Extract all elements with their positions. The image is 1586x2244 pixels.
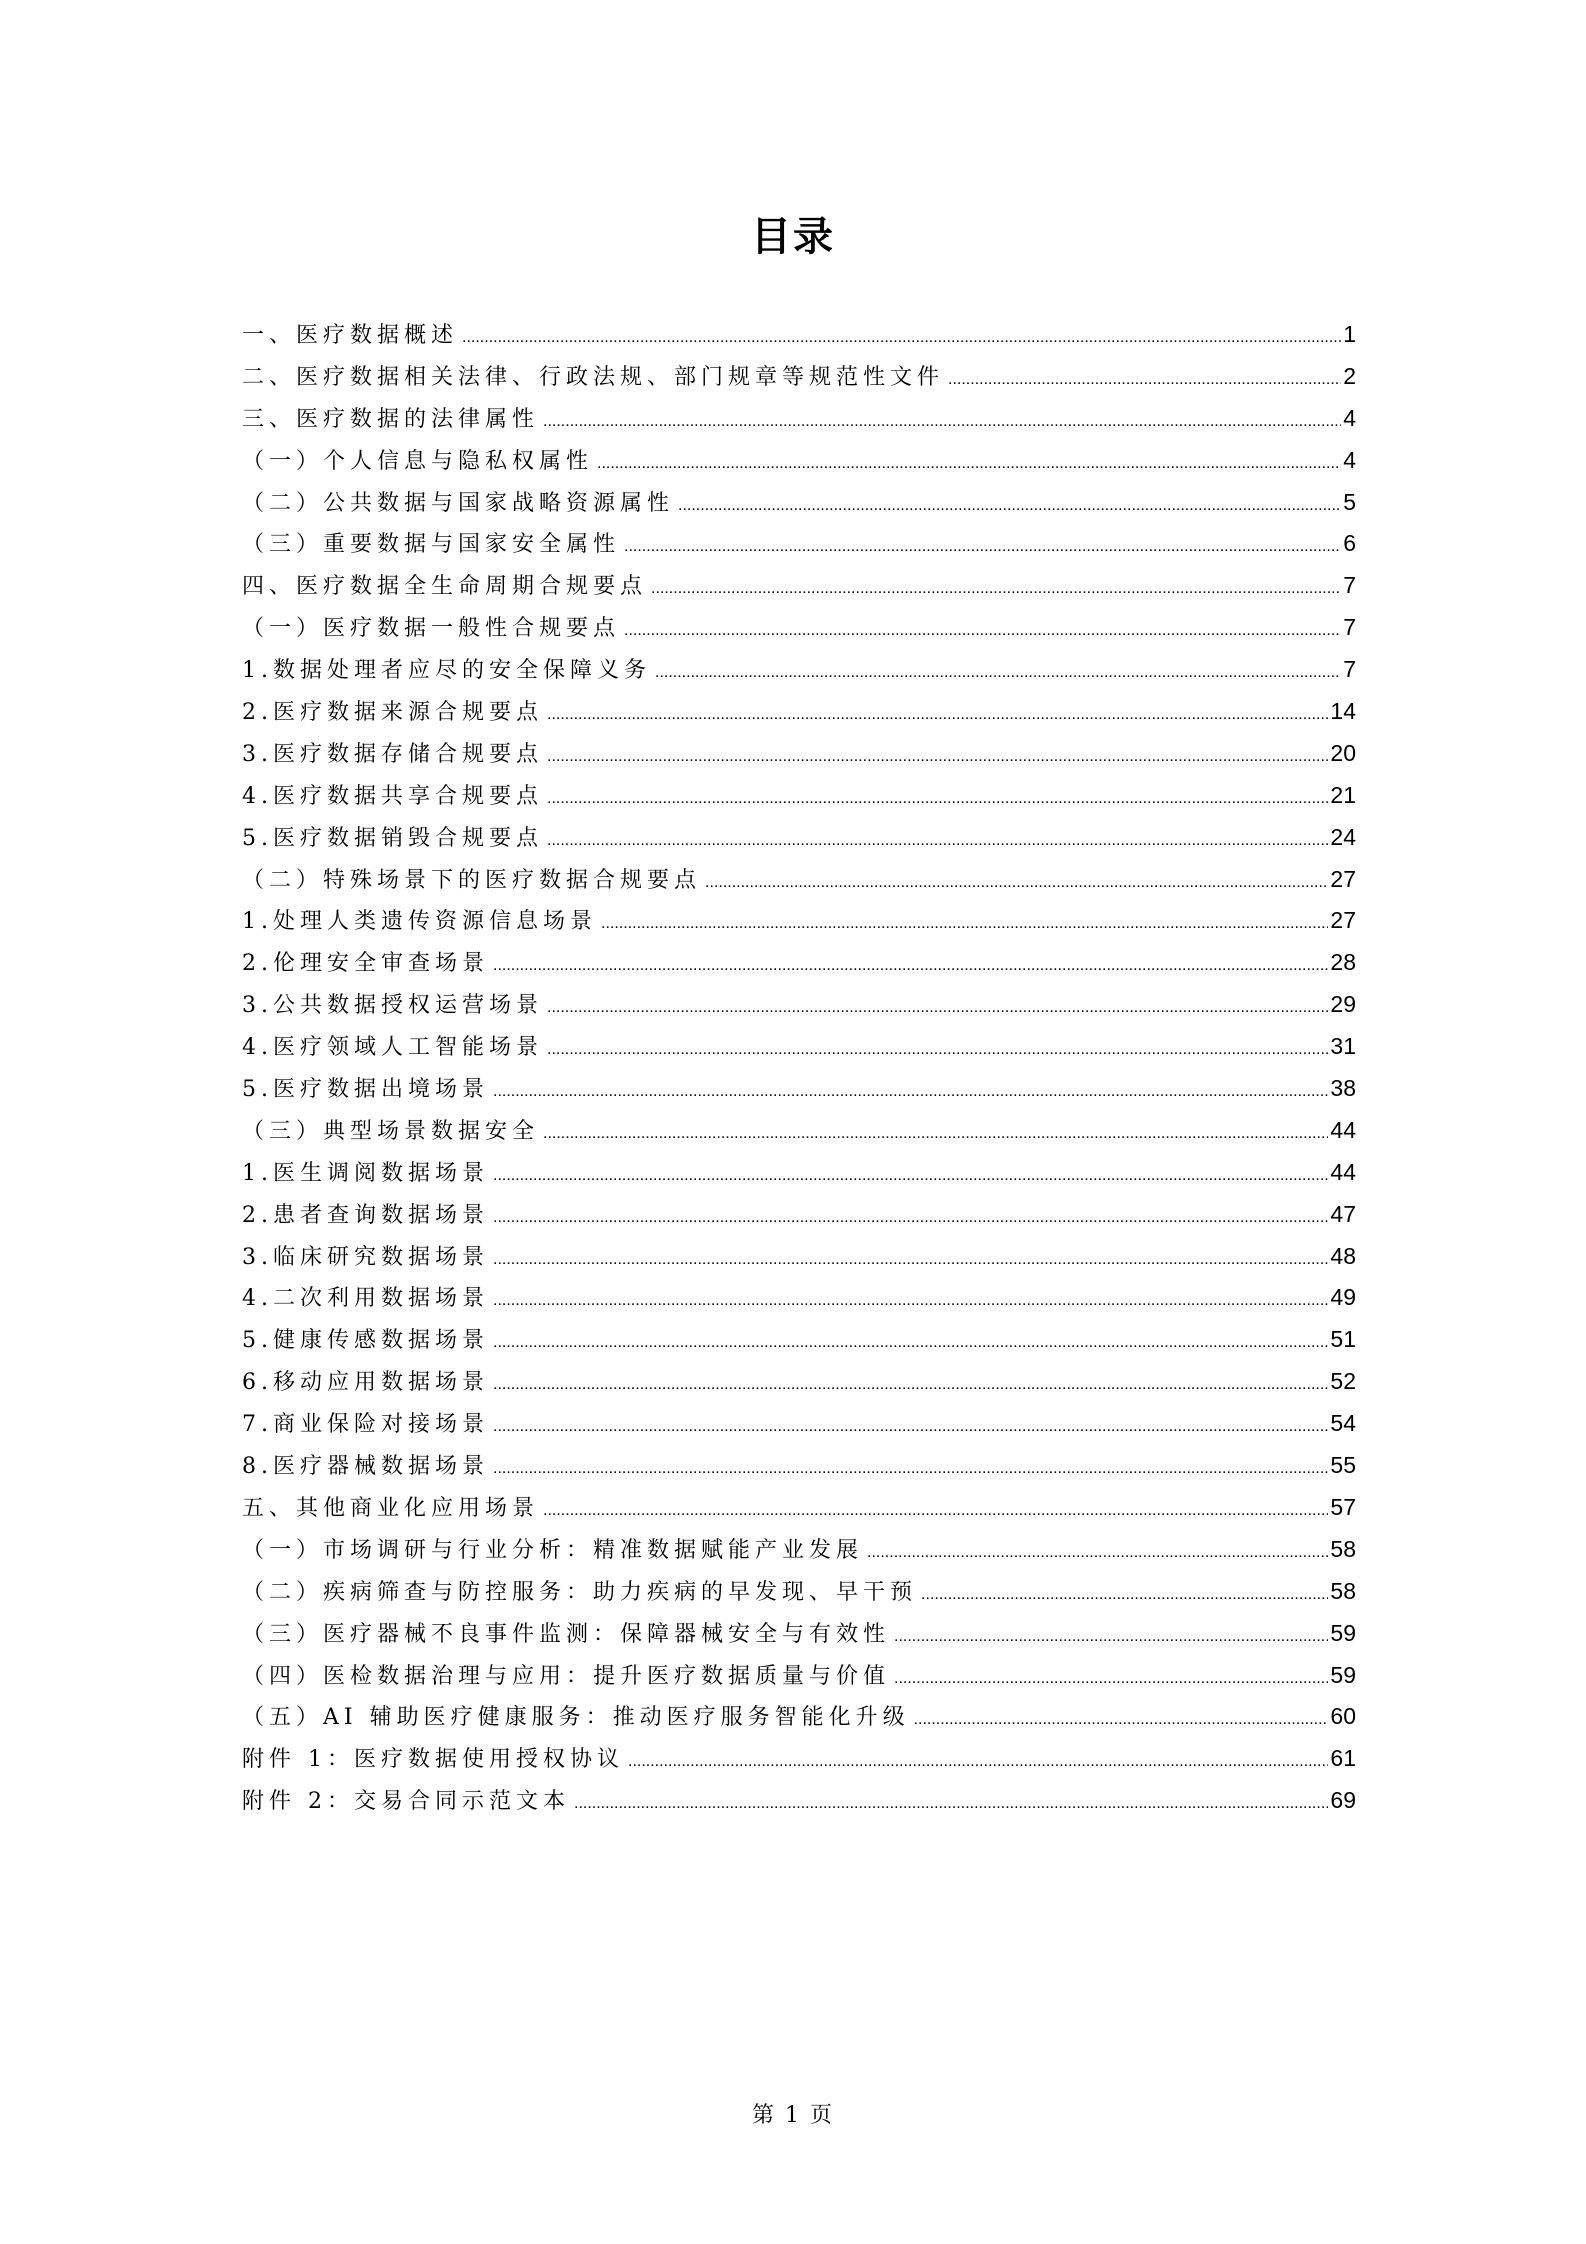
toc-entry-page: 60	[1330, 1703, 1356, 1730]
toc-entry-label: 4.医疗领域人工智能场景	[242, 1035, 543, 1061]
dot-leader	[655, 664, 1341, 682]
toc-entry-page: 51	[1330, 1326, 1356, 1353]
toc-entry-page: 14	[1330, 698, 1356, 725]
table-of-contents	[242, 318, 1356, 1826]
toc-entry-page: 7	[1343, 572, 1356, 599]
toc-entry[interactable]	[242, 569, 1356, 611]
toc-entry-label: 4.医疗数据共享合规要点	[242, 783, 543, 809]
toc-entry[interactable]	[242, 402, 1356, 444]
dot-leader	[493, 1418, 1328, 1436]
toc-entry[interactable]	[242, 444, 1356, 486]
toc-entry-label: 1.医生调阅数据场景	[242, 1160, 489, 1186]
toc-entry-page: 57	[1330, 1493, 1356, 1520]
toc-entry[interactable]	[242, 904, 1356, 946]
toc-entry-label: 1.数据处理者应尽的安全保障义务	[242, 658, 651, 684]
toc-entry[interactable]	[242, 1030, 1356, 1072]
toc-entry-page: 59	[1330, 1661, 1356, 1688]
dot-leader	[867, 1544, 1328, 1562]
toc-entry-label: 3.医疗数据存储合规要点	[242, 741, 543, 767]
toc-entry-page: 2	[1343, 362, 1356, 389]
toc-entry-page: 44	[1330, 1158, 1356, 1185]
dot-leader	[547, 832, 1328, 850]
dot-leader	[462, 329, 1341, 347]
dot-leader	[894, 1628, 1328, 1646]
page-title: 目录	[751, 214, 835, 260]
toc-entry-label: 二、医疗数据相关法律、行政法规、部门规章等规范性文件	[242, 364, 945, 390]
dot-leader	[705, 874, 1328, 892]
toc-entry-page: 20	[1330, 739, 1356, 766]
dot-leader	[948, 371, 1341, 389]
toc-entry-page: 27	[1330, 865, 1356, 892]
toc-entry-page: 29	[1330, 991, 1356, 1018]
toc-entry[interactable]	[242, 695, 1356, 737]
dot-leader	[493, 1292, 1328, 1310]
toc-entry-page: 52	[1330, 1368, 1356, 1395]
toc-entry-label: （二）疾病筛查与防控服务：助力疾病的早发现、早干预	[242, 1579, 918, 1605]
toc-entry-page: 69	[1330, 1787, 1356, 1814]
dot-leader	[493, 957, 1328, 975]
dot-leader	[628, 1753, 1328, 1771]
toc-entry[interactable]	[242, 1281, 1356, 1323]
toc-entry-label: 5.健康传感数据场景	[242, 1328, 489, 1354]
dot-leader	[601, 915, 1328, 933]
toc-entry[interactable]	[242, 1114, 1356, 1156]
toc-entry[interactable]	[242, 653, 1356, 695]
toc-entry-label: （一）医疗数据一般性合规要点	[242, 616, 621, 642]
toc-entry[interactable]	[242, 1700, 1356, 1742]
toc-entry[interactable]	[242, 1449, 1356, 1491]
toc-entry-label: 2.伦理安全审查场景	[242, 951, 489, 977]
toc-entry-label: 3.临床研究数据场景	[242, 1244, 489, 1270]
toc-entry-page: 58	[1330, 1535, 1356, 1562]
toc-entry[interactable]	[242, 1365, 1356, 1407]
toc-entry-label: 五、其他商业化应用场景	[242, 1495, 540, 1521]
toc-entry[interactable]	[242, 1323, 1356, 1365]
toc-entry[interactable]	[242, 1072, 1356, 1114]
dot-leader	[493, 1083, 1328, 1101]
toc-entry[interactable]	[242, 1575, 1356, 1617]
toc-entry-page: 4	[1343, 446, 1356, 473]
dot-leader	[493, 1376, 1328, 1394]
toc-entry-label: 一、医疗数据概述	[242, 323, 459, 348]
toc-entry-label: 三、医疗数据的法律属性	[242, 406, 540, 432]
toc-entry-page: 38	[1330, 1075, 1356, 1102]
toc-entry-label: （一）个人信息与隐私权属性	[242, 448, 594, 474]
toc-entry-label: 4.二次利用数据场景	[242, 1286, 489, 1312]
dot-leader	[493, 1334, 1328, 1352]
dot-leader	[493, 1209, 1328, 1227]
dot-leader	[678, 497, 1341, 515]
toc-entry-label: （二）公共数据与国家战略资源属性	[242, 490, 675, 516]
toc-entry-label: （三）典型场景数据安全	[242, 1118, 540, 1144]
toc-entry-label: （五）AI 辅助医疗健康服务：推动医疗服务智能化升级	[242, 1705, 910, 1731]
toc-entry[interactable]	[242, 863, 1356, 905]
toc-entry-label: （三）重要数据与国家安全属性	[242, 532, 621, 558]
toc-entry-label: （四）医检数据治理与应用：提升医疗数据质量与价值	[242, 1663, 891, 1689]
toc-entry-label: 附件 1：医疗数据使用授权协议	[242, 1747, 624, 1773]
toc-entry-label: 附件 2：交易合同示范文本	[242, 1789, 570, 1815]
dot-leader	[547, 748, 1328, 766]
toc-entry-label: 5.医疗数据销毁合规要点	[242, 825, 543, 851]
dot-leader	[894, 1670, 1328, 1688]
toc-entry-label: （三）医疗器械不良事件监测：保障器械安全与有效性	[242, 1621, 891, 1647]
toc-entry-page: 59	[1330, 1619, 1356, 1646]
toc-entry[interactable]	[242, 527, 1356, 569]
toc-entry-label: 2.医疗数据来源合规要点	[242, 700, 543, 726]
dot-leader	[547, 1041, 1328, 1059]
toc-entry-page: 28	[1330, 949, 1356, 976]
toc-entry[interactable]	[242, 360, 1356, 402]
toc-entry[interactable]	[242, 737, 1356, 779]
toc-entry[interactable]	[242, 1533, 1356, 1575]
dot-leader	[547, 706, 1328, 724]
toc-entry[interactable]	[242, 1617, 1356, 1659]
toc-entry[interactable]	[242, 988, 1356, 1030]
dot-leader	[921, 1586, 1328, 1604]
dot-leader	[651, 580, 1341, 598]
toc-entry-page: 6	[1343, 530, 1356, 557]
toc-entry-page: 4	[1343, 404, 1356, 431]
toc-entry-page: 54	[1330, 1410, 1356, 1437]
toc-entry-page: 44	[1330, 1116, 1356, 1143]
toc-entry-page: 48	[1330, 1242, 1356, 1269]
dot-leader	[597, 455, 1341, 473]
dot-leader	[914, 1711, 1329, 1729]
toc-entry-page: 55	[1330, 1452, 1356, 1479]
toc-entry[interactable]	[242, 946, 1356, 988]
dot-leader	[547, 999, 1328, 1017]
toc-entry-page: 61	[1330, 1745, 1356, 1772]
dot-leader	[493, 1460, 1328, 1478]
toc-entry[interactable]	[242, 1156, 1356, 1198]
toc-entry-label: （一）市场调研与行业分析：精准数据赋能产业发展	[242, 1537, 864, 1563]
toc-entry[interactable]	[242, 1659, 1356, 1701]
dot-leader	[624, 622, 1341, 640]
dot-leader	[493, 1251, 1328, 1269]
toc-entry-label: 2.患者查询数据场景	[242, 1202, 489, 1228]
toc-entry[interactable]	[242, 611, 1356, 653]
dot-leader	[543, 413, 1341, 431]
toc-entry-page: 58	[1330, 1577, 1356, 1604]
dot-leader	[547, 790, 1328, 808]
toc-entry-page: 31	[1330, 1033, 1356, 1060]
toc-entry-page: 5	[1343, 488, 1356, 515]
dot-leader	[493, 1167, 1328, 1185]
toc-entry[interactable]	[242, 1491, 1356, 1533]
dot-leader	[543, 1502, 1328, 1520]
toc-entry-label: 7.商业保险对接场景	[242, 1412, 489, 1438]
toc-entry-label: 1.处理人类遗传资源信息场景	[242, 909, 597, 935]
toc-entry[interactable]	[242, 318, 1356, 360]
toc-entry-label: 8.医疗器械数据场景	[242, 1454, 489, 1480]
dot-leader	[624, 538, 1341, 556]
toc-entry[interactable]	[242, 1407, 1356, 1449]
toc-entry-page: 1	[1343, 321, 1356, 347]
toc-entry[interactable]	[242, 1240, 1356, 1282]
dot-leader	[543, 1125, 1328, 1143]
toc-entry-label: 3.公共数据授权运营场景	[242, 993, 543, 1019]
toc-entry-page: 49	[1330, 1284, 1356, 1311]
toc-entry[interactable]	[242, 486, 1356, 528]
toc-entry[interactable]	[242, 1198, 1356, 1240]
toc-entry-page: 7	[1343, 656, 1356, 683]
toc-entry-label: 5.医疗数据出境场景	[242, 1077, 489, 1103]
toc-entry[interactable]	[242, 779, 1356, 821]
toc-entry[interactable]	[242, 1784, 1356, 1826]
toc-entry-page: 21	[1330, 781, 1356, 808]
dot-leader	[574, 1795, 1328, 1813]
toc-entry-page: 24	[1330, 823, 1356, 850]
toc-entry[interactable]	[242, 1742, 1356, 1784]
toc-entry-label: （二）特殊场景下的医疗数据合规要点	[242, 867, 702, 893]
page-footer: 第 1 页	[752, 2103, 834, 2128]
toc-entry-page: 47	[1330, 1200, 1356, 1227]
toc-entry[interactable]	[242, 821, 1356, 863]
toc-entry-label: 四、医疗数据全生命周期合规要点	[242, 574, 648, 600]
toc-entry-page: 7	[1343, 614, 1356, 641]
toc-entry-page: 27	[1330, 907, 1356, 934]
toc-entry-label: 6.移动应用数据场景	[242, 1370, 489, 1396]
